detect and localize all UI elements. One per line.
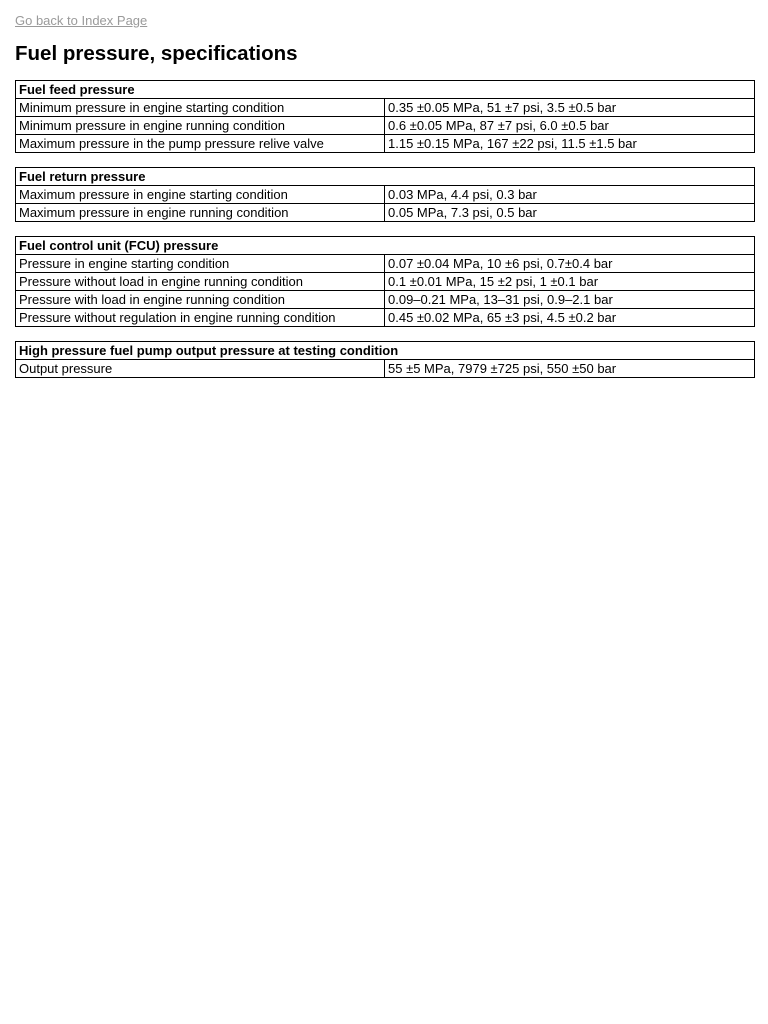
spec-parameter: Minimum pressure in engine running condition — [16, 117, 385, 135]
spec-table — [15, 236, 755, 327]
spec-table — [15, 80, 755, 153]
back-to-index-link[interactable]: Go back to Index Page — [15, 13, 148, 28]
spec-value: 0.45 ±0.02 MPa, 65 ±3 psi, 4.5 ±0.2 bar — [385, 309, 755, 327]
spec-tables — [15, 80, 754, 378]
table-header-row — [16, 81, 755, 99]
table-row — [16, 99, 755, 117]
spec-value: 0.1 ±0.01 MPa, 15 ±2 psi, 1 ±0.1 bar — [385, 273, 755, 291]
spec-parameter: Pressure without regulation in engine running condition — [16, 309, 385, 327]
table-row — [16, 360, 755, 378]
spec-parameter: Pressure without load in engine running condition — [16, 273, 385, 291]
spec-parameter: Output pressure — [16, 360, 385, 378]
spec-value: 55 ±5 MPa, 7979 ±725 psi, 550 ±50 bar — [385, 360, 755, 378]
spec-value: 0.07 ±0.04 MPa, 10 ±6 psi, 0.7±0.4 bar — [385, 255, 755, 273]
table-header-row — [16, 237, 755, 255]
table-header: Fuel feed pressure — [16, 81, 755, 99]
page — [0, 0, 768, 378]
spec-parameter: Minimum pressure in engine starting condition — [16, 99, 385, 117]
table-row — [16, 117, 755, 135]
spec-parameter: Pressure with load in engine running condition — [16, 291, 385, 309]
table-row — [16, 273, 755, 291]
spec-table — [15, 167, 755, 222]
spec-parameter: Maximum pressure in engine running condition — [16, 204, 385, 222]
spec-parameter: Maximum pressure in the pump pressure relive valve — [16, 135, 385, 153]
spec-parameter: Pressure in engine starting condition — [16, 255, 385, 273]
table-row — [16, 291, 755, 309]
spec-value: 0.6 ±0.05 MPa, 87 ±7 psi, 6.0 ±0.5 bar — [385, 117, 755, 135]
table-row — [16, 186, 755, 204]
table-header: High pressure fuel pump output pressure at testing condition — [16, 342, 755, 360]
table-row — [16, 255, 755, 273]
table-row — [16, 309, 755, 327]
table-header: Fuel return pressure — [16, 168, 755, 186]
table-header-row — [16, 342, 755, 360]
spec-parameter: Maximum pressure in engine starting condition — [16, 186, 385, 204]
table-header-row — [16, 168, 755, 186]
spec-value: 0.09–0.21 MPa, 13–31 psi, 0.9–2.1 bar — [385, 291, 755, 309]
spec-value: 0.03 MPa, 4.4 psi, 0.3 bar — [385, 186, 755, 204]
table-header: Fuel control unit (FCU) pressure — [16, 237, 755, 255]
page-title: Fuel pressure, specifications — [15, 42, 298, 65]
spec-value: 0.05 MPa, 7.3 psi, 0.5 bar — [385, 204, 755, 222]
table-row — [16, 135, 755, 153]
table-row — [16, 204, 755, 222]
spec-value: 1.15 ±0.15 MPa, 167 ±22 psi, 11.5 ±1.5 bar — [385, 135, 755, 153]
spec-value: 0.35 ±0.05 MPa, 51 ±7 psi, 3.5 ±0.5 bar — [385, 99, 755, 117]
spec-table — [15, 341, 755, 378]
